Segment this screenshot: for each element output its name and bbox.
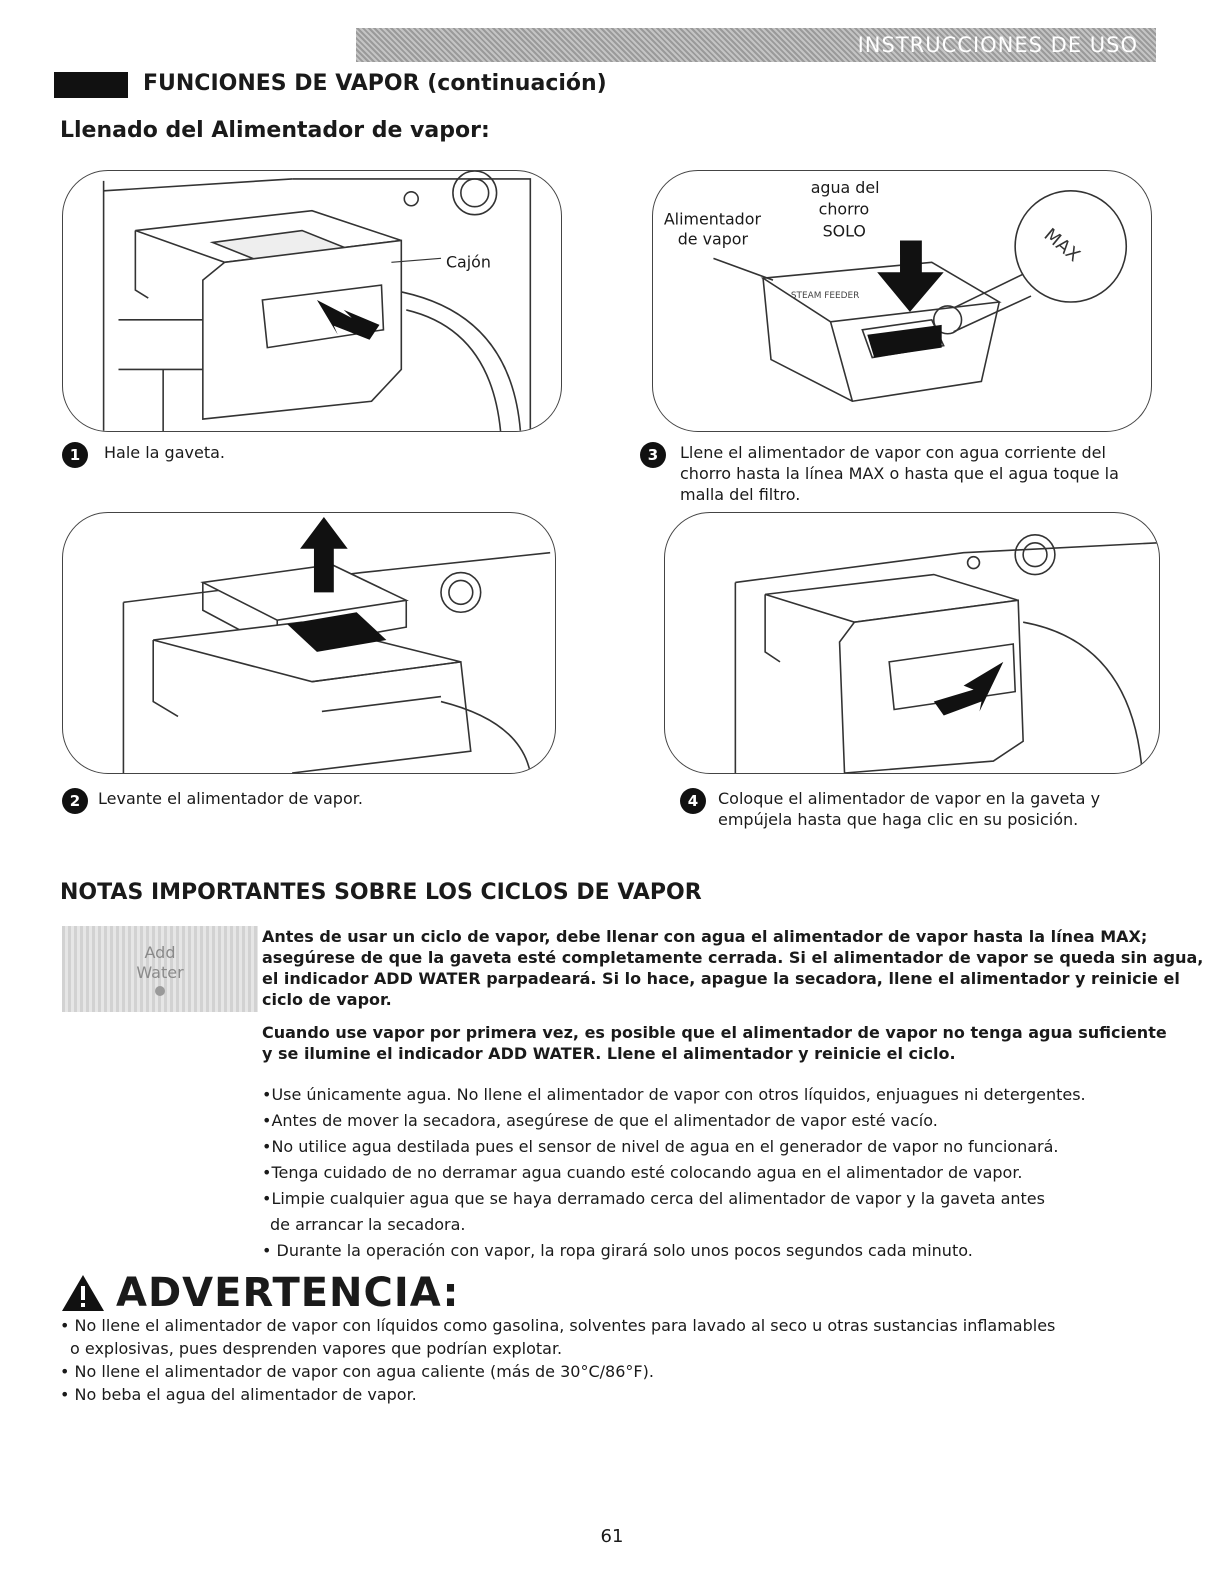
step-4-illustration [664, 512, 1160, 774]
indicator-line1: Add [144, 942, 176, 962]
list-item: • No llene el alimentador de vapor con líquidos como gasolina, solventes para lavado al seco u otras sustancias inflamables [60, 1316, 1056, 1335]
list-item: •Limpie cualquier agua que se haya derramado cerca del alimentador de vapor y la gaveta antes [262, 1189, 1045, 1208]
max-line-label: MAX [1039, 224, 1084, 267]
page-number: 61 [600, 1526, 624, 1547]
notes-paragraph-line: asegúrese de que la gaveta esté completamente cerrada. Si el alimentador de vapor se queda sin agua, [262, 948, 1204, 967]
step-1-illustration [62, 170, 562, 432]
notes-paragraph-line: y se ilumine el indicador ADD WATER. Llene el alimentador y reinicie el ciclo. [262, 1044, 956, 1063]
sub-title: Llenado del Alimentador de vapor: [60, 118, 490, 143]
section-marker [54, 72, 128, 98]
list-item: •Tenga cuidado de no derramar agua cuando esté colocando agua en el alimentador de vapor. [262, 1163, 1023, 1182]
steam-feeder-fill-drawing [653, 171, 1151, 431]
list-item: • Durante la operación con vapor, la ropa girará solo unos pocos segundos cada minuto. [262, 1241, 973, 1260]
step-3-caption-line: chorro hasta la línea MAX o hasta que el agua toque la [680, 464, 1119, 483]
step-2-number: 2 [62, 788, 88, 814]
step-1-number: 1 [62, 442, 88, 468]
warning-title: ADVERTENCIA: [116, 1270, 460, 1316]
drawer-label: Cajón [445, 252, 491, 272]
step-3-caption [680, 442, 1119, 505]
dryer-drawer-pull-drawing [63, 171, 561, 431]
feeder-label-line2: de vapor [677, 229, 748, 249]
notes-bullet-list [262, 1082, 1162, 1264]
header-banner-text: INSTRUCCIONES DE USO [857, 33, 1138, 57]
feeder-label-line1: Alimentador [663, 209, 761, 229]
warning-list [60, 1314, 1170, 1406]
list-item: •Use únicamente agua. No llene el alimentador de vapor con otros líquidos, enjuagues ni detergentes. [262, 1085, 1086, 1104]
header-banner [356, 28, 1156, 62]
list-item: de arrancar la secadora. [270, 1215, 466, 1234]
step-4-caption-line: Coloque el alimentador de vapor en la gaveta y [718, 789, 1101, 808]
steam-feeder-insert-drawing [665, 513, 1159, 773]
step-4-caption-line: empújela hasta que haga clic en su posición. [718, 810, 1079, 829]
step-2-illustration [62, 512, 556, 774]
notes-paragraph-2 [262, 1022, 1167, 1064]
indicator-light-icon [155, 986, 165, 996]
add-water-indicator [62, 926, 258, 1012]
steam-feeder-lift-drawing [63, 513, 555, 773]
notes-paragraph-line: el indicador ADD WATER parpadeará. Si lo hace, apague la secadora, llene el alimentador y reinicie el [262, 969, 1180, 988]
list-item: o explosivas, pues desprenden vapores que podrían explotar. [70, 1339, 563, 1358]
notes-paragraph-line: Antes de usar un ciclo de vapor, debe llenar con agua el alimentador de vapor hasta la línea MAX; [262, 927, 1148, 946]
notes-paragraph-line: Cuando use vapor por primera vez, es posible que el alimentador de vapor no tenga agua suficiente [262, 1023, 1167, 1042]
steam-feeder-embossed-label: STEAM FEEDER [790, 291, 860, 302]
step-3-number: 3 [640, 442, 666, 468]
step-3-illustration [652, 170, 1152, 432]
water-label-line2: chorro [818, 199, 870, 219]
step-2-caption: Levante el alimentador de vapor. [98, 789, 363, 808]
step-4-number: 4 [680, 788, 706, 814]
section-title: FUNCIONES DE VAPOR (continuación) [143, 71, 607, 96]
step-3-caption-line: malla del filtro. [680, 485, 801, 504]
warning-triangle-icon [60, 1273, 106, 1313]
list-item: • No llene el alimentador de vapor con agua caliente (más de 30°C/86°F). [60, 1362, 654, 1381]
list-item: • No beba el agua del alimentador de vapor. [60, 1385, 417, 1404]
step-1-caption: Hale la gaveta. [104, 443, 225, 462]
indicator-line2: Water [136, 962, 184, 982]
notes-title: NOTAS IMPORTANTES SOBRE LOS CICLOS DE VAPOR [60, 880, 702, 905]
step-4-caption [718, 788, 1100, 830]
step-3-caption-line: Llene el alimentador de vapor con agua corriente del [680, 443, 1106, 462]
list-item: •No utilice agua destilada pues el sensor de nivel de agua en el generador de vapor no funcionará. [262, 1137, 1059, 1156]
list-item: •Antes de mover la secadora, asegúrese de que el alimentador de vapor esté vacío. [262, 1111, 938, 1130]
water-label-line1: agua del [810, 177, 880, 197]
notes-paragraph-1 [262, 926, 1203, 1010]
water-label-line3: SOLO [822, 221, 866, 241]
notes-paragraph-line: ciclo de vapor. [262, 990, 392, 1009]
warning-heading [60, 1270, 459, 1316]
